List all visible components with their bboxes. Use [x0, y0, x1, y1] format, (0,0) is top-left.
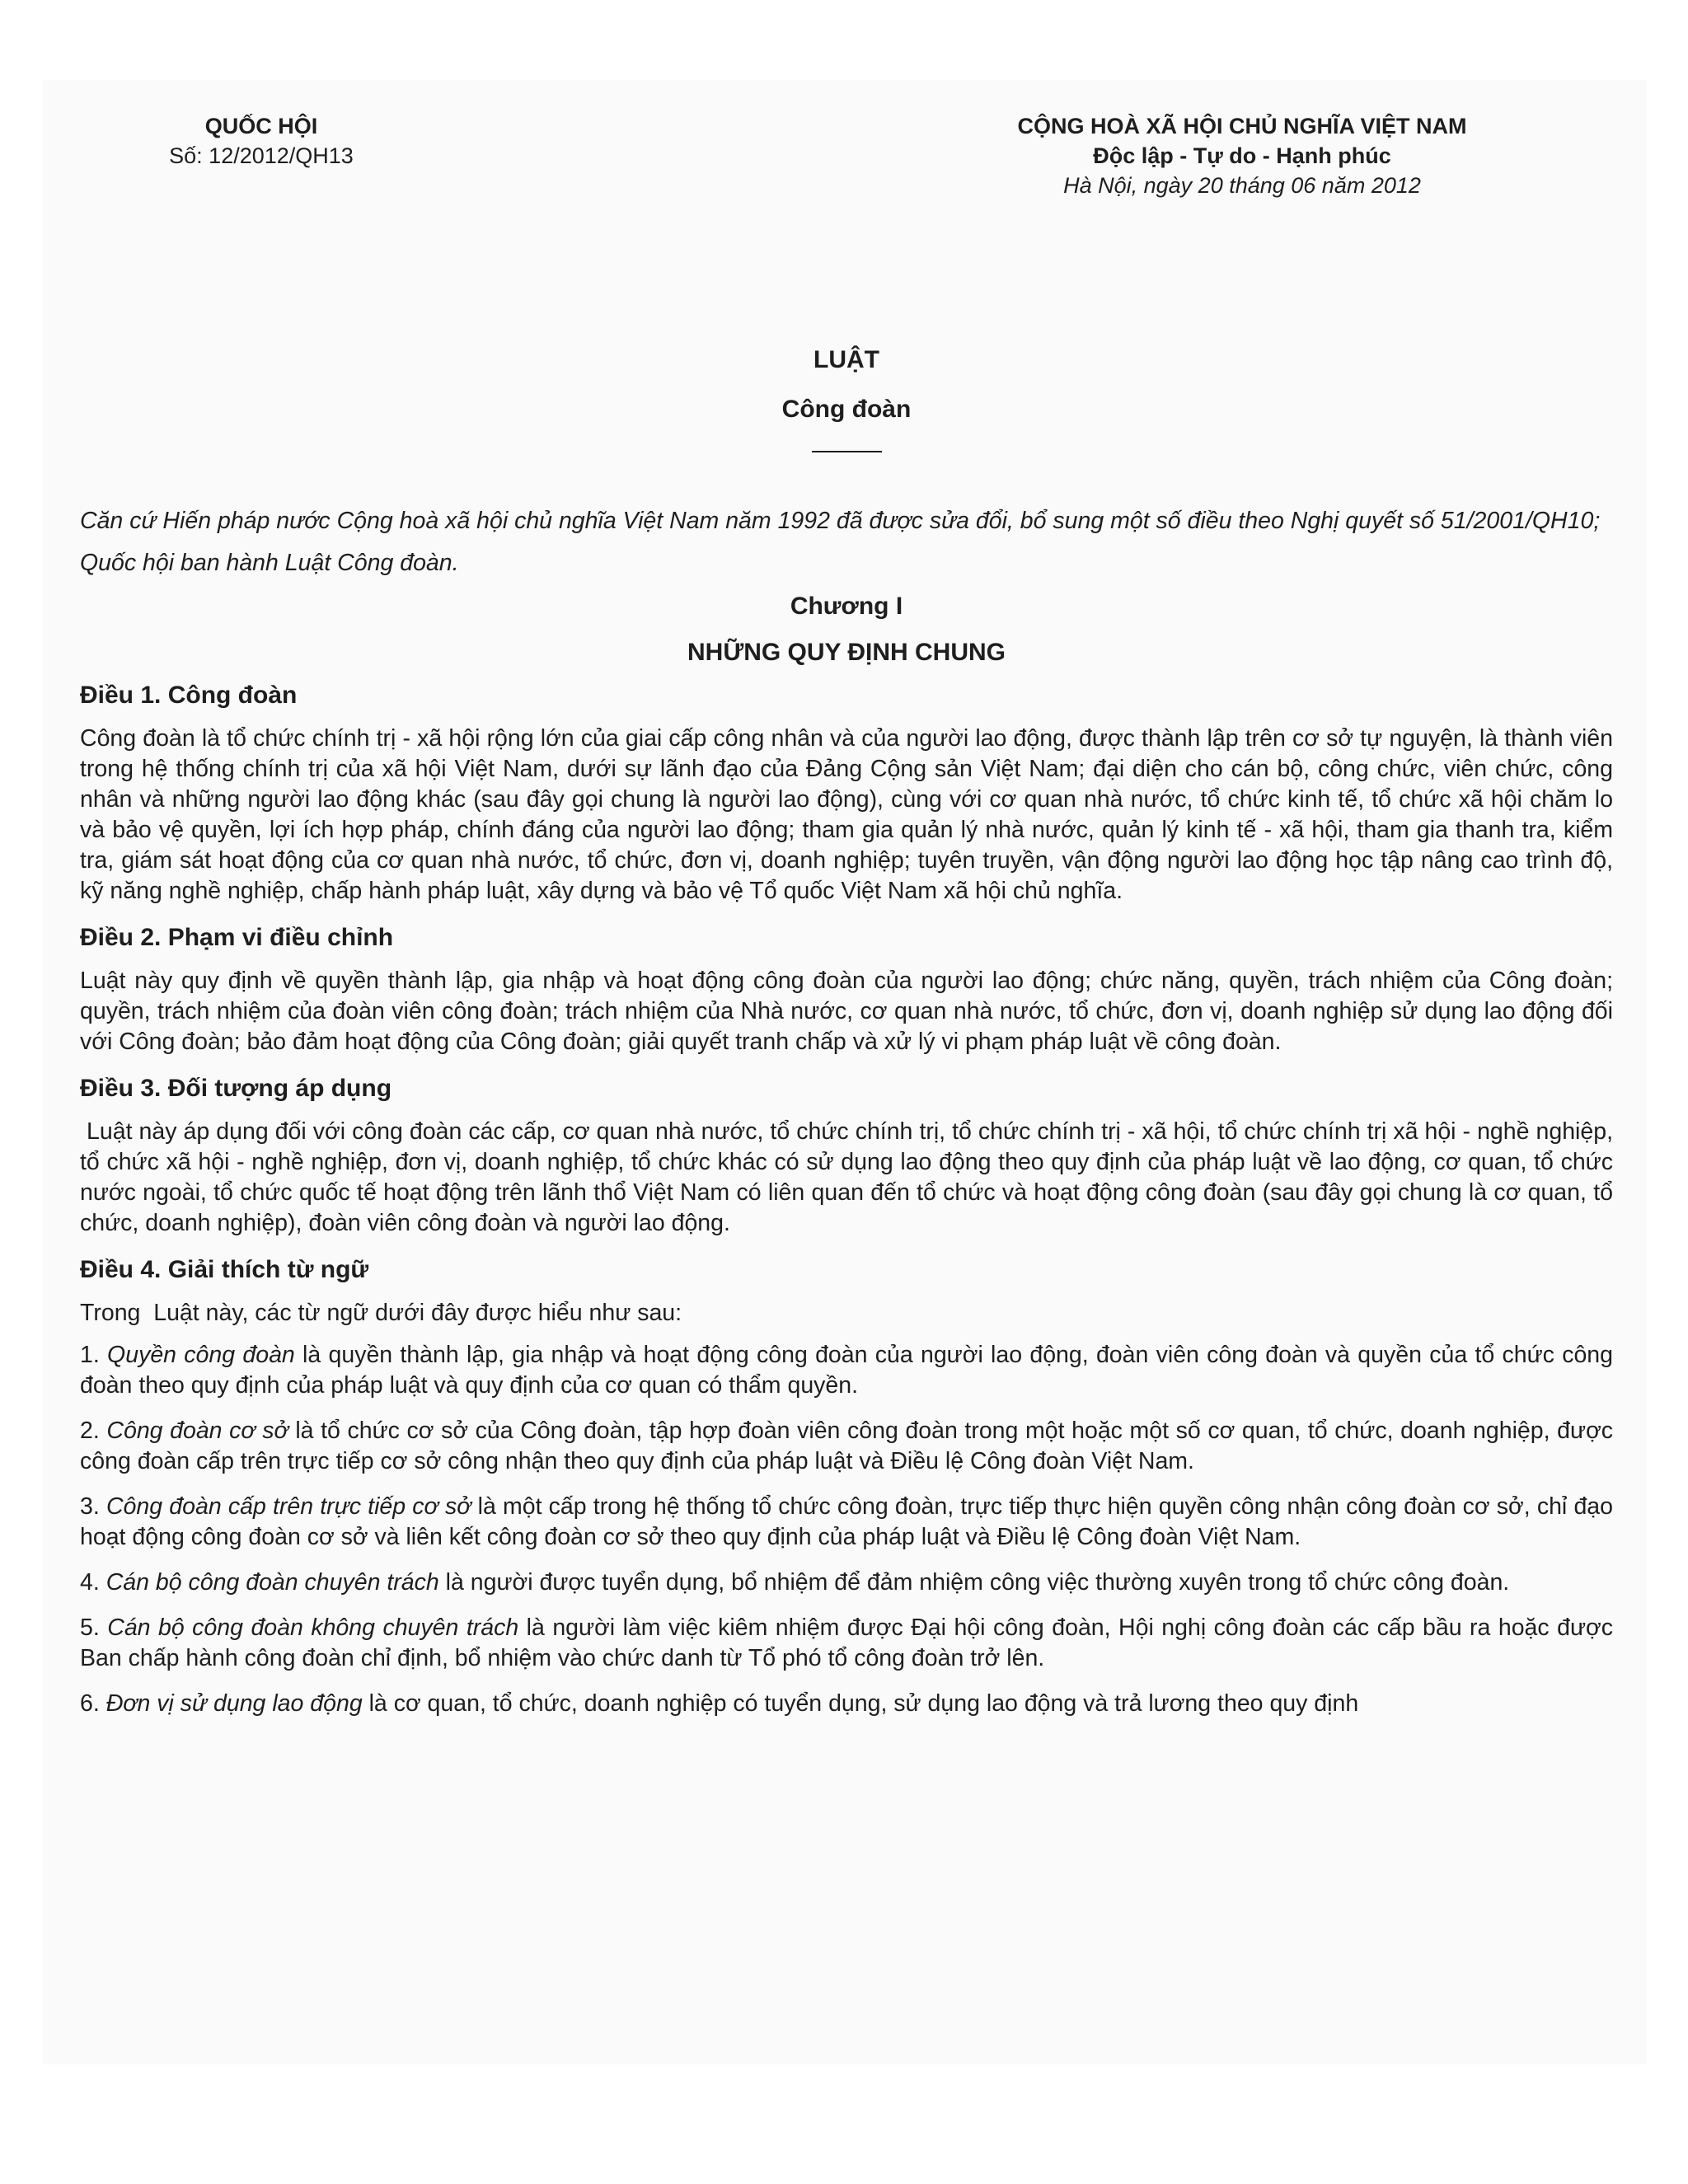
title-divider — [812, 451, 882, 452]
enactment-statement: Quốc hội ban hành Luật Công đoàn. — [80, 550, 459, 576]
definition-item — [80, 1689, 1613, 1719]
document-header — [80, 111, 1613, 202]
item-number: 6. — [80, 1690, 106, 1717]
article-4-intro: Trong Luật này, các từ ngữ dưới đây được hiểu như sau: — [80, 1300, 682, 1326]
item-number: 5. — [80, 1615, 108, 1641]
document-page — [43, 80, 1647, 2064]
legal-basis: Căn cứ Hiến pháp nước Cộng hoà xã hội chủ nghĩa Việt Nam năm 1992 đã được sửa đổi, bổ sung một số điều theo Nghị quyết số 51/2001/QH10; — [80, 508, 1601, 534]
item-number: 1. — [80, 1342, 108, 1368]
article-2-heading: Điều 2. Phạm vi điều chỉnh — [80, 924, 394, 951]
defined-term: Cán bộ công đoàn không chuyên trách — [107, 1615, 519, 1641]
definition-item — [80, 1613, 1613, 1674]
definition-item — [80, 1416, 1613, 1477]
article-4-heading: Điều 4. Giải thích từ ngữ — [80, 1256, 369, 1283]
item-number: 4. — [80, 1569, 106, 1596]
issuer-name: QUỐC HỘI — [204, 114, 318, 138]
law-name: Công đoàn — [781, 396, 912, 423]
definition-text: là người được tuyển dụng, bổ nhiệm để đảm nhiệm công việc thường xuyên trong tổ chức công đoàn. — [438, 1569, 1510, 1596]
issuer-block — [80, 111, 443, 171]
definition-text: là tổ chức cơ sở của Công đoàn, tập hợp đoàn viên công đoàn trong một hoặc một số cơ quan, tổ chức, doanh nghiệp, được công đoàn cấp trên trực tiếp cơ sở công nhận theo quy định của pháp luật và Điều lệ Công đoàn Việt Nam. — [80, 1418, 1614, 1474]
definition-text: là quyền thành lập, gia nhập và hoạt động công đoàn của người lao động, đoàn viên công đoàn và quyền của tổ chức công đoàn theo quy định của pháp luật và quy định của cơ quan có thẩm quyền. — [80, 1342, 1613, 1399]
defined-term: Công đoàn cấp trên trực tiếp cơ sở — [106, 1493, 471, 1520]
definition-item — [80, 1340, 1613, 1401]
title-block — [80, 344, 1613, 452]
defined-term: Đơn vị sử dụng lao động — [106, 1690, 363, 1717]
item-number: 3. — [80, 1493, 106, 1520]
article-3-body: Luật này áp dụng đối với công đoàn các cấp, cơ quan nhà nước, tổ chức chính trị, tổ chức chính trị - xã hội, tổ chức chính trị xã hội - nghề nghiệp, tổ chức xã hội - nghề nghiệp, đơn vị, doanh nghiệp, tổ chức khác có sử dụng lao động theo quy định của pháp luật về lao động, cơ quan, tổ chức nước ngoài, tổ chức quốc tế hoạt động trên lãnh thổ Việt Nam có liên quan đến tổ chức và hoạt động công đoàn (sau đây gọi chung là cơ quan, tổ chức, doanh nghiệp), đoàn viên công đoàn và người lao động. — [80, 1118, 1620, 1236]
preamble — [80, 506, 1613, 579]
item-number: 2. — [80, 1418, 107, 1444]
national-heading — [904, 111, 1580, 200]
document-type: LUẬT — [814, 346, 879, 373]
definition-item — [80, 1492, 1613, 1553]
country-name: CỘNG HOÀ XÃ HỘI CHỦ NGHĨA VIỆT NAM — [1017, 114, 1467, 138]
definition-item — [80, 1568, 1613, 1598]
definition-text: là một cấp trong hệ thống tổ chức công đoàn, trực tiếp thực hiện quyền công nhận công đoàn cơ sở, chỉ đạo hoạt động công đoàn cơ sở và liên kết công đoàn cơ sở theo quy định của pháp luật và Điều lệ Công đoàn Việt Nam. — [80, 1493, 1613, 1550]
defined-term: Quyền công đoàn — [107, 1342, 295, 1368]
defined-term: Công đoàn cơ sở — [106, 1418, 288, 1444]
article-3-heading: Điều 3. Đối tượng áp dụng — [80, 1075, 392, 1102]
article-1-body: Công đoàn là tổ chức chính trị - xã hội rộng lớn của giai cấp công nhân và của người lao động, được thành lập trên cơ sở tự nguyện, là thành viên trong hệ thống chính trị của xã hội Việt Nam, dưới sự lãnh đạo của Đảng Cộng sản Việt Nam; đại diện cho cán bộ, công chức, viên chức, công nhân và những người lao động khác (sau đây gọi chung là người lao động), cùng với cơ quan nhà nước, tổ chức kinh tế, tổ chức xã hội chăm lo và bảo vệ quyền, lợi ích hợp pháp, chính đáng của người lao động; tham gia quản lý nhà nước, quản lý kinh tế - xã hội, tham gia thanh tra, kiểm tra, giám sát hoạt động của cơ quan nhà nước, tổ chức, đơn vị, doanh nghiệp; tuyên truyền, vận động người lao động học tập nâng cao trình độ, kỹ năng nghề nghiệp, chấp hành pháp luật, xây dựng và bảo vệ Tổ quốc Việt Nam xã hội chủ nghĩa. — [80, 725, 1613, 904]
chapter-title: NHỮNG QUY ĐỊNH CHUNG — [687, 639, 1006, 666]
definition-text: là người làm việc kiêm nhiệm được Đại hội công đoàn, Hội nghị công đoàn các cấp bầu ra hoặc được Ban chấp hành công đoàn chỉ định, bổ nhiệm vào chức danh từ Tổ phó tổ công đoàn trở lên. — [80, 1615, 1613, 1671]
definition-text: là cơ quan, tổ chức, doanh nghiệp có tuyển dụng, sử dụng lao động và trả lương theo quy định — [362, 1690, 1359, 1717]
national-motto: Độc lập - Tự do - Hạnh phúc — [1093, 143, 1391, 168]
document-content — [80, 111, 1620, 1734]
article-1-heading: Điều 1. Công đoàn — [80, 682, 298, 709]
document-number: Số: 12/2012/QH13 — [169, 143, 354, 168]
defined-term: Cán bộ công đoàn chuyên trách — [106, 1569, 439, 1596]
chapter-number: Chương I — [790, 593, 903, 620]
issue-date: Hà Nội, ngày 20 tháng 06 năm 2012 — [1063, 173, 1421, 198]
article-2-body: Luật này quy định về quyền thành lập, gia nhập và hoạt động công đoàn của người lao động; chức năng, quyền, trách nhiệm của Công đoàn; quyền, trách nhiệm của đoàn viên công đoàn; trách nhiệm của Nhà nước, cơ quan nhà nước, tổ chức, đơn vị, doanh nghiệp sử dụng lao động đối với Công đoàn; bảo đảm hoạt động của Công đoàn; giải quyết tranh chấp và xử lý vi phạm pháp luật về công đoàn. — [80, 968, 1613, 1055]
